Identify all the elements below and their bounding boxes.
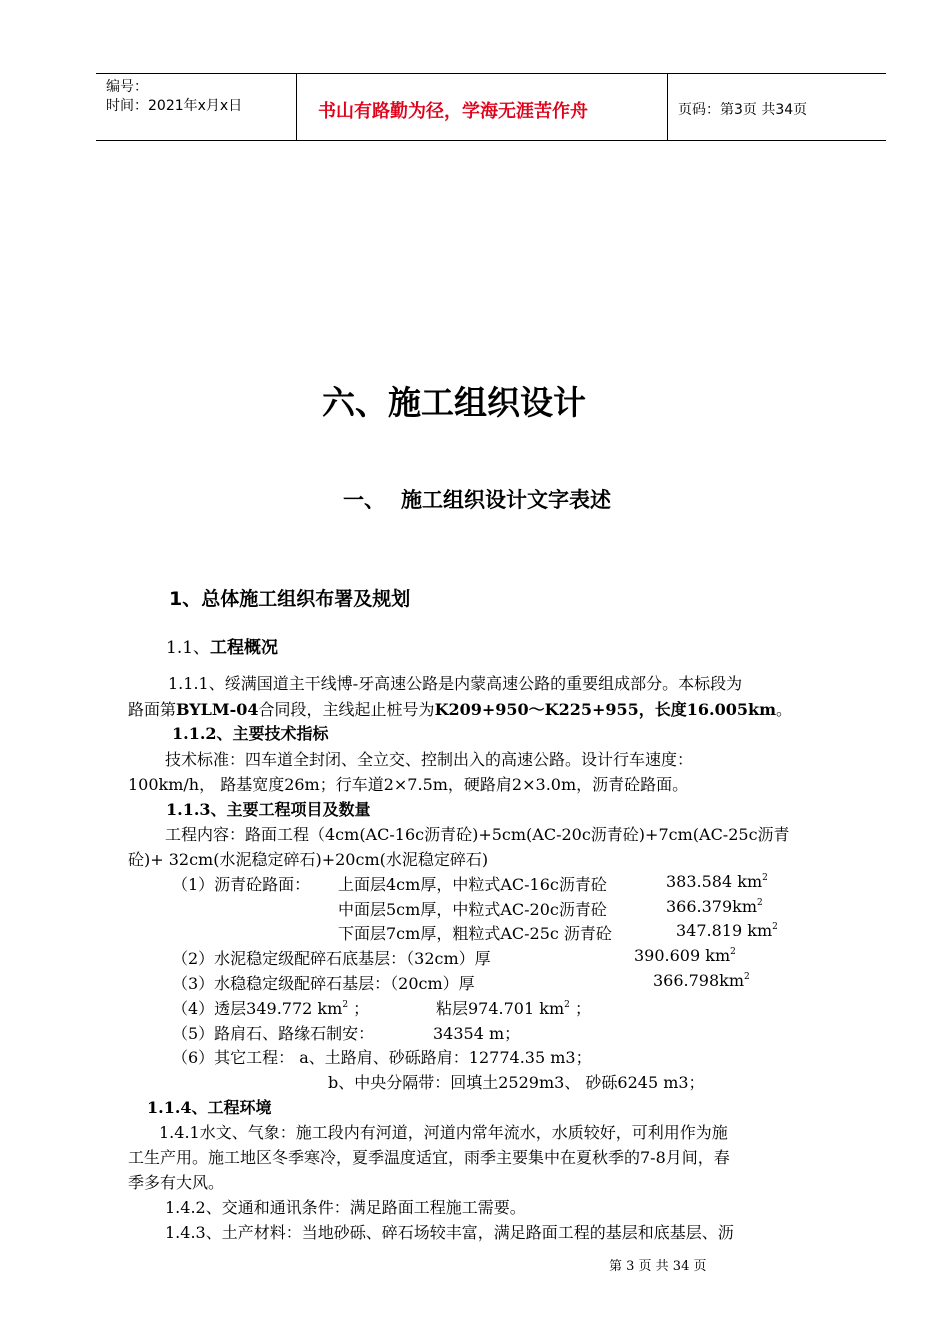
section-1-1-heading [166,633,278,658]
item-1-middle: 中面层5cm厚，中粒式AC-20c沥青砼 [338,900,607,919]
header-divider-right [667,73,668,140]
header-number-label: 编号： [106,79,148,95]
para-114-line1: 1.4.1水文、气象：施工段内有河道，河道内常年流水，水质较好，可利用作为施 [159,1123,728,1142]
header-page-label: 页码：第3页 共34页 [678,102,808,118]
item-6-b: b、中央分隔带：回填土2529m3、 砂砾6245 m3； [328,1073,705,1092]
item-1-upper: 上面层4cm厚，中粒式AC-16c沥青砼 [338,875,607,894]
para-111-text-e: 。 [776,700,793,719]
section-1-1-title: 工程概况 [210,638,279,658]
item-1-upper-value: 383.584 $km^2$ [666,872,768,891]
item-2-value: 390.609 $km^2$ [634,946,736,965]
header-motto: 书山有路勤为径，学海无涯苦作舟 [318,101,588,122]
header-top-rule [96,73,886,74]
para-113-line2: 砼)+ 32cm(水泥稳定碎石)+20cm(水泥稳定碎石) [128,850,489,869]
subtitle-number: 一、 [343,488,385,512]
para-111-line1: 1.1.1、绥满国道主干线博-牙高速公路是内蒙高速公路的重要组成部分。本标段为 [168,674,743,693]
para-114-line5: 1.4.3、土产材料：当地砂砾、碎石场较丰富，满足路面工程的基层和底基层、沥 [165,1223,734,1242]
item-3-value: $366.798km^2$ [653,971,750,990]
para-111-line2 [128,697,792,720]
header-time-label: 时间：2021年x月x日 [106,98,243,114]
item-6: （6）其它工程： a、土路肩、砂砾路肩：12774.35 m3； [172,1048,592,1067]
para-112-line1: 技术标准：四车道全封闭、全立交、控制出入的高速公路。设计行车速度： [165,750,694,769]
section-1-1-4-heading: 1.1.4、工程环境 [147,1098,272,1117]
para-114-line3: 季多有大风。 [128,1173,225,1192]
section-1-1-number: 1.1、 [166,638,211,658]
item-5: （5）路肩石、路缘石制安： [172,1024,375,1043]
item-1-middle-value: $366.379km^2$ [666,897,763,916]
header-bottom-rule [96,140,886,141]
page-title: 六、施工组织设计 [322,383,586,422]
item-2: （2）水泥稳定级配碎石底基层：（32cm）厚 [172,949,491,968]
para-114-line2: 工生产用。施工地区冬季寒冷，夏季温度适宜，雨季主要集中在夏秋季的7-8月间，春 [128,1148,730,1167]
para-113-line1: 工程内容：路面工程（4cm(AC-16c沥青砼)+5cm(AC-20c沥青砼)+7cm(AC-25c沥青 [165,825,790,844]
page-footer: 第 3 页 共 34 页 [609,1259,707,1274]
subtitle: 施工组织设计文字表述 [401,488,611,512]
para-111-text-c: 合同段，主线起止桩号为 [258,700,435,719]
item-1-lower-value: 347.819 $km^2$ [676,921,778,940]
para-111-text-a: 路面第 [128,700,177,719]
section-1-1-3-heading: 1.1.3、主要工程项目及数量 [166,800,371,819]
section-1-heading: 1、总体施工组织布署及规划 [169,588,411,610]
header-divider-left [296,73,297,140]
item-4-tack-coat: 粘层974.701 $km^2$ ； [436,999,591,1018]
contract-code: BYLM-04 [176,700,259,719]
item-1-label: （1）沥青砼路面： [172,875,311,894]
chainage-length: K209+950～K225+955，长度16.005km [434,700,777,719]
para-114-line4: 1.4.2、交通和通讯条件：满足路面工程施工需要。 [165,1198,526,1217]
item-4-prime-coat: （4）透层349.772 $km^2$ ； [172,999,370,1018]
item-3: （3）水稳稳定级配碎石基层：（20cm）厚 [172,974,475,993]
section-1-1-2-heading: 1.1.2、主要技术指标 [172,724,329,743]
item-5-value: 34354 m； [433,1024,521,1043]
item-1-lower: 下面层7cm厚，粗粒式AC-25c 沥青砼 [338,924,612,943]
para-112-line2: 100km/h， 路基宽度26m；行车道2×7.5m，硬路肩2×3.0m，沥青砼路面。 [128,775,689,794]
